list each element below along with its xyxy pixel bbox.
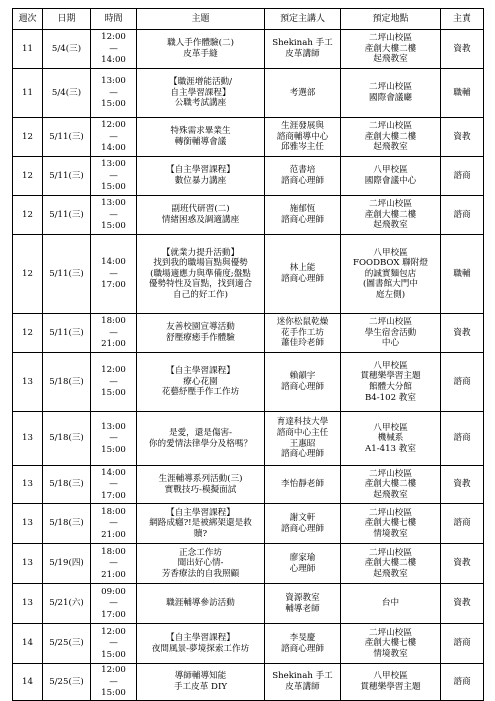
location-line: 二坪山校區 [369,121,412,132]
date-cell: 5/18(三) [43,412,91,466]
topic-line: 是愛，還是傷害- [168,427,233,438]
speaker-cell [265,544,341,584]
speaker-line: 心理師 [289,563,316,574]
location-line: 起飛教室 [373,220,408,231]
table-row [13,466,484,504]
location-line: 二坪山校區 [369,33,412,44]
topic-line: 公職考試講座 [174,98,227,109]
time-cell [91,157,137,196]
speaker-line: 施郁恆 [289,204,316,215]
location-cell [341,30,441,69]
speaker-line: 育達科技大學 [276,417,329,428]
topic-line: 網路成癮?!是被綁架還是救 [149,518,252,529]
time-start: 12:00 [101,32,126,43]
time-start: 14:00 [101,257,126,268]
table-row [13,544,484,584]
speaker-line: 諮商心理師 [281,382,324,392]
date-cell: 5/11(三) [43,235,91,314]
location-line: 貫穗樂學習主題 [360,682,421,692]
table-row [13,314,484,353]
time-range-dash: — [109,209,118,220]
topic-line: 找到我的職場盲點與優勢 [153,258,248,269]
speaker-cell [265,196,341,235]
owner-cell: 資教 [441,466,484,504]
topic-line: 導師輔導知能 [174,671,227,682]
location-cell [341,235,441,314]
owner-cell: 資教 [441,118,484,157]
location-line: 二坪山校區 [369,627,412,638]
speaker-cell [265,314,341,353]
time-end: 15:00 [101,182,126,193]
date-cell: 5/11(三) [43,314,91,353]
speaker-line: 邱雅岑主任 [281,142,324,153]
table-row [13,504,484,544]
week-cell: 12 [13,196,43,235]
topic-line: 數位暴力講座 [174,176,227,186]
header-owner: 主責 [441,9,484,30]
topic-line: 花藝紓壓手作工作坊 [161,387,240,398]
speaker-cell [265,664,341,701]
topic-cell [137,544,265,584]
time-start: 13:00 [101,198,126,209]
topic-cell [137,118,265,157]
speaker-line: 生涯發展與 [281,121,324,132]
week-cell: 13 [13,353,43,412]
topic-line: 夜間風景-夢境探索工作坊 [151,643,250,654]
speaker-line: Shekinah 手工 [272,38,333,49]
week-cell: 13 [13,504,43,544]
owner-cell: 諮商 [441,624,484,664]
location-line: 產創大樓七樓 [364,518,417,529]
time-cell [91,196,137,235]
time-end: 21:00 [101,339,126,350]
speaker-line: 蕭佳玲老師 [281,338,324,349]
time-end: 17:00 [101,490,126,501]
location-cell [341,157,441,196]
topic-line: 副班代研習(二) [171,204,230,215]
speaker-line: 范書培 [289,165,316,176]
location-line: 產創大樓二樓 [364,131,417,142]
time-range-dash: — [109,479,118,490]
time-start: 18:00 [101,506,126,517]
time-start: 14:00 [101,467,126,478]
location-line: 二坪山校區 [369,468,412,479]
location-cell [341,664,441,701]
time-end: 15:00 [101,444,126,455]
location-cell [341,196,441,235]
location-line: A1-413 教室 [365,443,416,454]
speaker-cell [265,353,341,412]
speaker-line: 李旻慶 [289,632,316,643]
table-row [13,196,484,235]
speaker-line: 諮商中心主任 [276,427,329,438]
topic-line: 優勢特性及盲點，找到適合 [148,279,253,290]
location-cell [341,69,441,118]
speaker-line: 諮商心理師 [281,215,324,225]
table-row [13,118,484,157]
table-row [13,30,484,69]
location-line: 八甲校區 [373,422,408,433]
time-cell [91,466,137,504]
speaker-line: 皮革講師 [285,49,320,59]
topic-line: 【自主學習課程】 [166,507,235,518]
topic-cell [137,353,265,412]
topic-line: 自己的好工作) [173,289,228,300]
speaker-line: 王惠昭 [289,438,316,449]
owner-cell: 職輔 [441,69,484,118]
time-range-dash: — [109,376,118,387]
location-cell [341,504,441,544]
location-cell [341,544,441,584]
location-line: 二坪山校區 [369,317,412,328]
table-row [13,624,484,664]
topic-line: 皮革手縫 [183,49,218,59]
speaker-cell [265,30,341,69]
time-start: 12:00 [101,120,126,131]
topic-line: 情緒困惑及調適講座 [161,215,240,225]
time-range-dash: — [109,43,118,54]
speaker-line: 諮商輔導中心 [276,131,329,142]
location-line: 庭左側) [375,289,406,300]
time-cell [91,314,137,353]
location-line: 情境教室 [373,528,408,539]
time-end: 21:00 [101,569,126,580]
location-line: B4-102 教室 [364,392,416,403]
date-cell: 5/11(三) [43,196,91,235]
time-cell [91,69,137,118]
time-end: 15:00 [101,388,126,399]
time-range-dash: — [109,131,118,142]
owner-cell: 資教 [441,314,484,353]
time-range-dash: — [109,433,118,444]
owner-cell: 諮商 [441,353,484,412]
owner-cell: 資教 [441,584,484,624]
week-cell: 13 [13,412,43,466]
owner-cell: 諮商 [441,157,484,196]
speaker-line: 資源教室 [285,592,320,603]
table-row [13,584,484,624]
location-line: FOODBOX 聯附燈 [353,258,428,269]
owner-cell: 諮商 [441,504,484,544]
topic-cell [137,69,265,118]
topic-cell [137,412,265,466]
time-end: 14:00 [101,143,126,154]
speaker-line: 考選部 [289,87,316,98]
time-end: 14:00 [101,55,126,66]
location-line: 二坪山校區 [369,507,412,518]
topic-line: 【職涯增能活動/ [168,77,233,88]
location-line: 台中 [381,598,400,609]
speaker-cell [265,118,341,157]
location-line: 八甲校區 [373,671,408,682]
week-cell: 12 [13,314,43,353]
date-cell: 5/4(三) [43,69,91,118]
location-cell [341,584,441,624]
time-range-dash: — [109,638,118,649]
time-end: 15:00 [101,221,126,232]
time-start: 12:00 [101,665,126,676]
owner-cell: 諮商 [441,412,484,466]
time-start: 13:00 [101,421,126,432]
location-cell [341,412,441,466]
speaker-cell [265,504,341,544]
time-range-dash: — [109,558,118,569]
topic-line: 舒壓療癒手作體驗 [166,333,235,343]
owner-cell: 職輔 [441,235,484,314]
speaker-line: 諮商心理師 [281,176,324,186]
topic-cell [137,624,265,664]
location-line: 中心 [381,338,400,349]
speaker-line: 謝文軒 [289,512,316,523]
table-row [13,412,484,466]
speaker-line: 皮革講師 [285,682,320,692]
date-cell: 5/11(三) [43,118,91,157]
time-cell [91,584,137,624]
table-row [13,69,484,118]
topic-line: (職場適應力與準備度;盤點 [150,268,251,279]
topic-cell [137,584,265,624]
location-cell [341,118,441,157]
time-end: 15:00 [101,99,126,110]
time-range-dash: — [109,170,118,181]
topic-line: 【自主學習課程】 [166,632,235,643]
location-line: (圖書館大門中 [363,279,418,290]
header-time: 時間 [91,9,137,30]
time-cell [91,412,137,466]
table-row [13,353,484,412]
location-cell [341,353,441,412]
speaker-cell [265,466,341,504]
time-end: 15:00 [101,688,126,699]
date-cell: 5/21(六) [43,584,91,624]
topic-cell [137,196,265,235]
location-cell [341,466,441,504]
date-cell: 5/19(四) [43,544,91,584]
week-cell: 12 [13,235,43,314]
speaker-line: 諮商心理師 [281,523,324,534]
topic-line: 生涯輔導系列活動(三) [158,473,243,484]
location-line: 機械系 [377,433,404,444]
topic-line: 自主學習課程】 [170,87,231,98]
location-line: 的誠實麵包店 [364,268,417,279]
time-end: 17:00 [101,280,126,291]
location-line: 八甲校區 [373,247,408,258]
schedule-table [12,8,484,701]
speaker-line: 輔導老師 [285,603,320,614]
speaker-line: 廖家瑜 [289,552,316,563]
location-cell [341,314,441,353]
week-cell: 13 [13,466,43,504]
time-range-dash: — [109,518,118,529]
location-line: 國際會議廳 [369,93,412,103]
owner-cell: 諮商 [441,196,484,235]
week-cell: 11 [13,69,43,118]
location-line: 八甲校區 [373,165,408,176]
topic-line: 職人手作體驗(二) [167,38,234,49]
header-row [13,9,484,30]
location-line: 八甲校區 [373,360,408,371]
speaker-line: 諮商心理師 [281,274,324,284]
speaker-line: 諮商心理師 [281,643,324,654]
topic-line: 特殊需求畢業生 [170,126,231,137]
time-range-dash: — [109,327,118,338]
speaker-cell [265,412,341,466]
location-line: 起飛教室 [373,489,408,500]
time-end: 15:00 [101,649,126,660]
topic-line: 實戰技巧-模擬面試 [164,484,237,495]
speaker-line: 林上能 [289,263,316,274]
time-range-dash: — [109,87,118,98]
topic-cell [137,157,265,196]
speaker-cell [265,235,341,314]
topic-line: 聞出好心情- [177,558,224,569]
owner-cell: 資教 [441,544,484,584]
location-line: 情境教室 [373,648,408,659]
week-cell: 13 [13,544,43,584]
table-row [13,664,484,701]
time-cell [91,544,137,584]
speaker-line: 李怡靜老師 [281,479,324,490]
location-line: 起飛教室 [373,568,408,579]
speaker-cell [265,69,341,118]
location-line: 起飛教室 [373,54,408,65]
time-cell [91,30,137,69]
time-cell [91,624,137,664]
speaker-line: 迷你松鼠乾燥 [276,317,329,328]
date-cell: 5/25(三) [43,624,91,664]
topic-cell [137,664,265,701]
location-line: 產創大樓二樓 [364,479,417,490]
topic-cell [137,466,265,504]
owner-cell: 諮商 [441,664,484,701]
topic-cell [137,30,265,69]
topic-line: 【自主學習課程】 [166,165,235,176]
time-start: 12:00 [101,365,126,376]
time-cell [91,235,137,314]
table-row [13,157,484,196]
topic-line: 轉銜輔導會議 [174,137,227,147]
time-range-dash: — [109,598,118,609]
header-date: 日期 [43,9,91,30]
location-line: 館體大分館 [369,382,412,392]
location-line: 起飛教室 [373,142,408,153]
topic-line: 你的愛情法律學分及格嗎？ [148,438,253,449]
topic-line: 贖? [193,528,208,539]
location-line: 學生宿舍活動 [364,327,417,338]
header-location: 預定地點 [341,9,441,30]
speaker-line: 花手作工坊 [281,327,324,338]
time-start: 18:00 [101,316,126,327]
week-cell: 12 [13,118,43,157]
week-cell: 14 [13,664,43,701]
date-cell: 5/18(三) [43,353,91,412]
speaker-cell [265,584,341,624]
speaker-cell [265,157,341,196]
location-line: 產創大樓七樓 [364,638,417,649]
time-range-dash: — [109,268,118,279]
speaker-line: 賴韻宇 [289,371,316,382]
location-line: 產創大樓二樓 [364,43,417,54]
date-cell: 5/18(三) [43,466,91,504]
owner-cell: 資教 [441,30,484,69]
topic-line: 【就業力提升活動】 [161,247,240,258]
table-row [13,235,484,314]
time-cell [91,504,137,544]
header-speaker: 預定主講人 [265,9,341,30]
location-line: 產創大樓二樓 [364,558,417,569]
topic-line: 療心花園 [183,376,218,387]
location-line: 貫穗樂學習主題 [360,371,421,382]
time-start: 12:00 [101,626,126,637]
location-cell [341,624,441,664]
topic-cell [137,504,265,544]
location-line: 產創大樓二樓 [364,209,417,220]
speaker-line: 諮商心理師 [281,449,324,460]
location-line: 二坪山校區 [369,547,412,558]
date-cell: 5/25(三) [43,664,91,701]
speaker-cell [265,624,341,664]
time-start: 09:00 [101,586,126,597]
header-week: 週次 [13,9,43,30]
location-line: 二坪山校區 [369,82,412,93]
week-cell: 13 [13,584,43,624]
header-topic: 主題 [137,9,265,30]
location-line: 二坪山校區 [369,199,412,210]
topic-line: 手工皮革 DIY [173,682,228,692]
week-cell: 11 [13,30,43,69]
speaker-line: Shekinah 手工 [272,671,333,682]
time-cell [91,353,137,412]
time-start: 18:00 [101,546,126,557]
week-cell: 12 [13,157,43,196]
topic-cell [137,235,265,314]
time-end: 21:00 [101,529,126,540]
time-start: 13:00 [101,76,126,87]
location-line: 國際會議中心 [364,176,417,186]
topic-line: 友善校園宣導活動 [166,322,235,333]
time-range-dash: — [109,676,118,687]
topic-line: 【自主學習課程】 [166,366,235,377]
date-cell: 5/11(三) [43,157,91,196]
week-cell: 14 [13,624,43,664]
date-cell: 5/4(三) [43,30,91,69]
time-start: 13:00 [101,159,126,170]
topic-line: 正念工作坊 [179,547,222,558]
time-cell [91,664,137,701]
time-cell [91,118,137,157]
topic-line: 芳香療法的自我照顧 [161,568,240,579]
date-cell: 5/18(三) [43,504,91,544]
topic-line: 職涯輔導參訪活動 [166,598,235,609]
time-end: 17:00 [101,609,126,620]
topic-cell [137,314,265,353]
